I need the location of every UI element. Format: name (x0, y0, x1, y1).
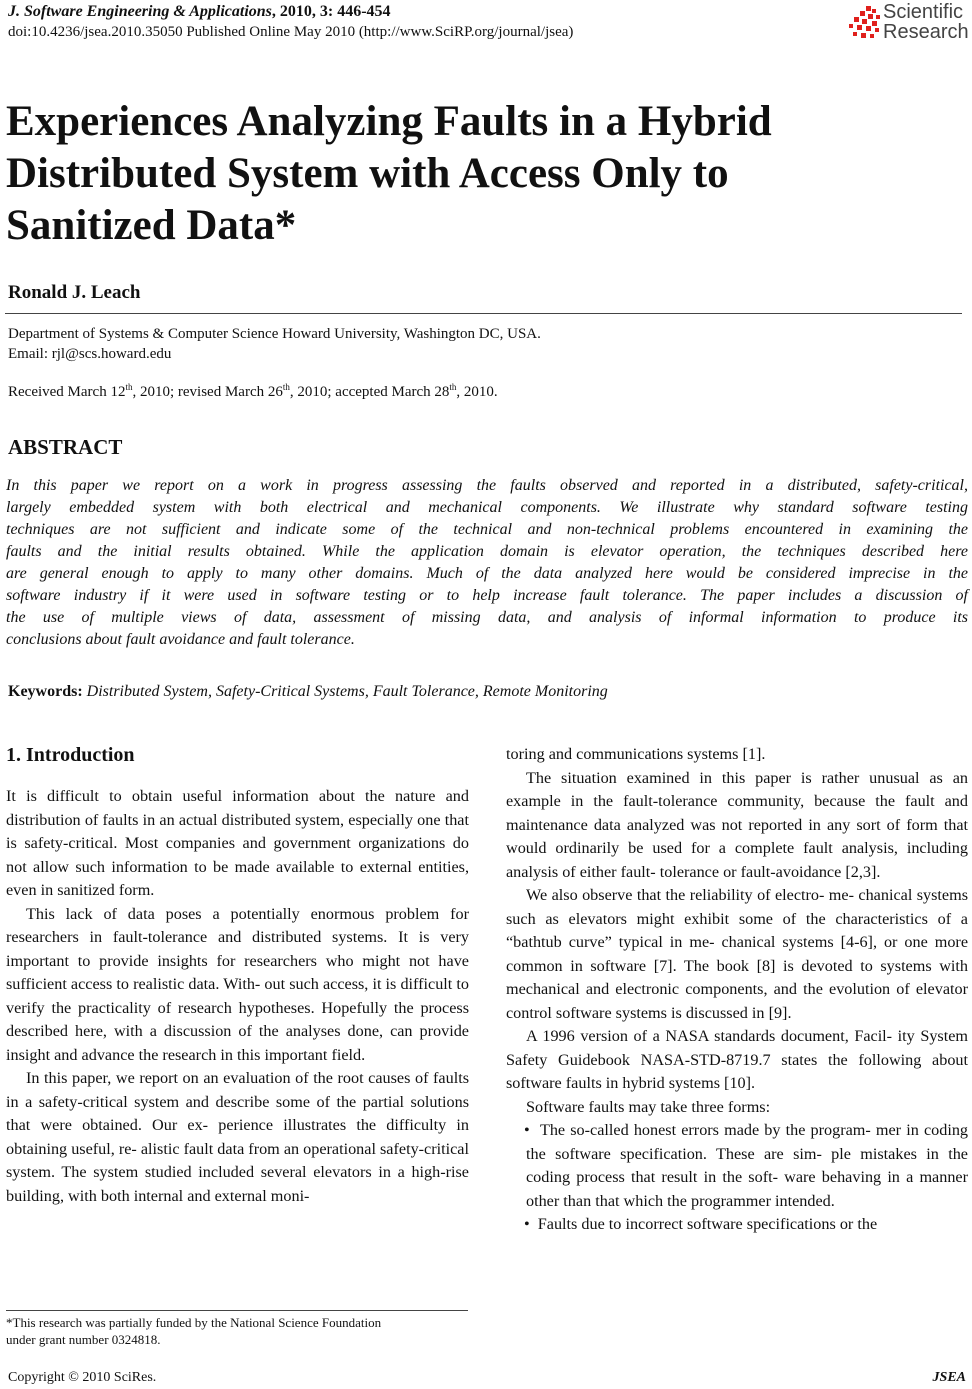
logo-mark-icon (846, 4, 882, 42)
paragraph: In this paper, we report on an evaluation of the root causes of faults in a safety-critical system and describe some of the partial solutions that were obtained. Our ex- perience illustrates the difficulty in obtaining useful, re- alistic fault data from an operational safety-critical system. The system studied included several elevators in a high-rise building, with both internal and external moni- (6, 1069, 469, 1205)
date-suffix: th (125, 382, 133, 392)
footnote-divider (6, 1310, 468, 1311)
bullet-icon: • (524, 1215, 538, 1233)
submission-dates (8, 384, 498, 401)
keywords-label: Keywords (8, 683, 78, 700)
affiliation: Department of Systems & Computer Science Howard University, Washington DC, USA. (8, 326, 541, 342)
logo-line-2: Research (883, 21, 969, 43)
paragraph: The situation examined in this paper is rather unusual as an example in the fault-tolerance community, because the fault and maintenance data analyzed was not reported in any sort of form that would ordinarily be used for a complete fault analysis, including analysis of either fault- tolerance or fault-avoidance [2,3]. (506, 768, 968, 881)
paragraph: It is difficult to obtain useful information about the nature and distribution of faults in an actual distributed system, especially one that is safety-critical. Most companies and government organizations do not allow such information to be made available to external entities, even in sanitized form. (6, 787, 469, 899)
date-revised: , 2010; revised March 26 (132, 384, 283, 400)
list-item-text: The so-called honest errors made by the program- mer in coding the software specification. These are sim- ple mistakes in the coding process that result in the soft- ware behaving in a manner other than that which the programmer intended. (526, 1121, 969, 1210)
date-end: , 2010. (456, 384, 498, 400)
bullet-icon: • (524, 1121, 540, 1139)
abstract-body (6, 475, 968, 651)
keywords-list: Distributed System, Safety-Critical Systems, Fault Tolerance, Remote Monitoring (86, 683, 608, 700)
copyright: Copyright © 2010 SciRes. (8, 1370, 157, 1385)
list-item-text: Faults due to incorrect software specifications or the (537, 1215, 878, 1233)
title-line: Sanitized Data* (6, 202, 297, 249)
footnote-line: under grant number 0324818. (6, 1332, 161, 1347)
header-divider (5, 313, 962, 314)
publisher-logo (846, 1, 969, 46)
footnote-line: *This research was partially funded by the National Science Foundation (6, 1315, 382, 1330)
left-column (6, 785, 469, 1208)
abstract-line: conclusions about fault avoidance and fault tolerance. (6, 631, 355, 648)
right-column (506, 743, 968, 1237)
paper-title (6, 96, 906, 252)
paragraph: A 1996 version of a NASA standards document, Facil- ity System Safety Guidebook NASA-STD-8719.7 states the following about software faults in hybrid systems [10]. (506, 1027, 968, 1092)
paragraph: toring and communications systems [1]. (506, 745, 766, 763)
list-item (506, 1213, 968, 1237)
abstract-line: largely embedded system with both electrical and mechanical components. We illustrate why standard software testing (6, 499, 968, 516)
journal-citation (8, 3, 391, 21)
footnote (6, 1314, 476, 1348)
date-received: Received March 12 (8, 384, 126, 400)
abstract-line: the use of multiple views of data, assessment of missing data, and analysis of informal information to produce its (6, 609, 968, 626)
keywords-colon: : (77, 683, 87, 700)
logo-text (883, 2, 969, 42)
journal-issue: , 2010, 3: 446-454 (271, 3, 391, 20)
section-heading: 1. Introduction (6, 744, 135, 766)
date-suffix: th (282, 382, 290, 392)
author-email[interactable]: Email: rjl@scs.howard.edu (8, 346, 172, 362)
date-suffix: th (449, 382, 457, 392)
author-name: Ronald J. Leach (8, 282, 141, 303)
abstract-heading: ABSTRACT (8, 435, 123, 459)
abstract-line: In this paper we report on a work in progress assessing the faults observed and reported in a distributed, safety-critical, (6, 477, 968, 494)
journal-abbreviation: JSEA (932, 1370, 966, 1385)
title-line: Distributed System with Access Only to (6, 150, 729, 197)
list-item (506, 1119, 968, 1213)
abstract-line: techniques are not sufficient and indicate some of the technical and non-technical problems encountered in examining the (6, 521, 968, 538)
doi-line: doi:10.4236/jsea.2010.35050 Published Online May 2010 (http://www.SciRP.org/journal/jsea) (8, 24, 574, 40)
journal-name: J. Software Engineering & Applications (8, 3, 272, 20)
abstract-line: software industry if it were used in software testing or to help increase fault tolerance. The paper includes a discussion of (6, 587, 968, 604)
paragraph: This lack of data poses a potentially enormous problem for researchers in fault-tolerance and distributed systems. It is very important to provide insights for researchers who might not have sufficient access to realistic data. With- out such access, it is difficult to verify the practicality of research hypotheses. Hopefully the process described here, with a discussion of the analyses done, can provide insight and advance the research in this important field. (6, 904, 469, 1064)
date-accepted: , 2010; accepted March 28 (289, 384, 450, 400)
logo-line-1: Scientific (883, 1, 964, 23)
abstract-line: faults and the initial results obtained. While the application domain is elevator operation, the techniques described here (6, 543, 968, 560)
keywords (8, 683, 608, 701)
paragraph: We also observe that the reliability of electro- me- chanical systems such as elevators might exhibit some of the characteristics of a “bathtub curve” typical in me- chanical systems [4-6], or one more common in software [7]. The book [8] is devoted to systems with mechanical and electronic components, and the evolution of elevator control software systems is discussed in [9]. (506, 886, 968, 1022)
title-line: Experiences Analyzing Faults in a Hybrid (6, 98, 772, 145)
paragraph: Software faults may take three forms: (526, 1097, 771, 1116)
abstract-line: are general enough to apply to many other domains. Much of the data analyzed here would be considered imprecise in the (6, 565, 968, 582)
